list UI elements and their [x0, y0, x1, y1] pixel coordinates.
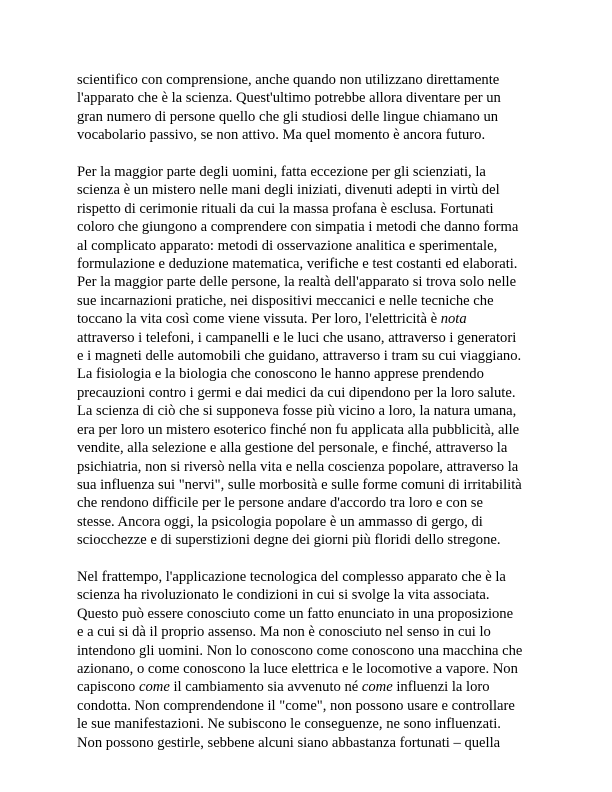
text-line	[77, 71, 537, 89]
text-run: Per la maggior parte delle persone, la realtà dell'apparato si trova solo nelle	[77, 274, 517, 291]
text-line	[77, 678, 537, 696]
text-run: attraverso i telefoni, i campanelli e le luci che usano, attraverso i generatori	[77, 329, 517, 346]
text-line	[77, 163, 537, 181]
text-run: e i magneti delle automobili che guidano, attraverso i tram su cui viaggiano.	[77, 348, 522, 365]
text-line	[77, 439, 537, 457]
text-line	[77, 513, 537, 531]
text-run: sua influenza sui "nervi", sulle morbosità e sulle forme comuni di irritabilità	[77, 476, 522, 493]
text-run: influenzi la loro	[392, 679, 490, 696]
body-paragraph	[77, 568, 537, 752]
text-run: rispetto di cerimonie rituali da cui la massa profana è esclusa. Fortunati	[77, 200, 494, 217]
text-run: intendono gli uomini. Non lo conoscono come conoscono una macchina che	[77, 642, 523, 659]
text-run: Questo può essere conosciuto come un fatto enunciato in una proposizione	[77, 605, 514, 622]
text-line	[77, 347, 537, 365]
text-line	[77, 126, 537, 144]
text-run: toccano la vita così come viene vissuta. Per loro, l'elettricità è	[77, 311, 441, 328]
text-line	[77, 181, 537, 199]
text-run: La scienza di ciò che si supponeva fosse più vicino a loro, la natura umana,	[77, 403, 517, 420]
text-line	[77, 623, 537, 641]
text-run: scientifico con comprensione, anche quando non utilizzano direttamente	[77, 72, 500, 88]
text-line	[77, 255, 537, 273]
text-line	[77, 605, 537, 623]
text-run: sciocchezze e di superstizioni degne dei giorni più floridi dello stregone.	[77, 532, 501, 549]
text-run: azionano, o come conoscono la luce elettrica e le locomotive a vapore. Non	[77, 660, 518, 677]
text-line	[77, 218, 537, 236]
text-line	[77, 494, 537, 512]
text-run: gran numero di persone quello che gli studiosi delle lingue chiamano un	[77, 108, 499, 125]
text-line	[77, 200, 537, 218]
text-run: La fisiologia e la biologia che conoscono le hanno apprese prendendo	[77, 366, 484, 383]
body-paragraph	[77, 163, 537, 550]
text-line	[77, 402, 537, 420]
document-page	[77, 71, 537, 752]
text-run: le sue manifestazioni. Ne subiscono le conseguenze, ne sono influenzati.	[77, 716, 501, 733]
text-run: coloro che giungono a comprendere con simpatia i metodi che danno forma	[77, 219, 519, 236]
text-line	[77, 292, 537, 310]
text-line	[77, 697, 537, 715]
text-run: psichiatria, non si riversò nella vita e nella coscienza popolare, attraverso la	[77, 458, 519, 475]
text-line	[77, 476, 537, 494]
text-run: condotta. Non comprendendone il "come", non possono usare e controllare	[77, 697, 515, 714]
text-line	[77, 310, 537, 328]
italic-text: come	[139, 679, 170, 696]
text-line	[77, 531, 537, 549]
italic-text: nota	[440, 311, 467, 328]
text-line	[77, 734, 537, 752]
text-line	[77, 329, 537, 347]
text-line	[77, 421, 537, 439]
text-line	[77, 384, 537, 402]
italic-text: come	[361, 679, 393, 696]
text-line	[77, 715, 537, 733]
text-run: stesse. Ancora oggi, la psicologia popolare è un ammasso di gergo, di	[77, 513, 483, 530]
body-paragraph	[77, 71, 537, 145]
text-run: al complicato apparato: metodi di osservazione analitica e sperimentale,	[77, 237, 498, 254]
text-run: scienza è un mistero nelle mani degli iniziati, divenuti adepti in virtù del	[77, 182, 500, 199]
text-line	[77, 568, 537, 586]
text-line	[77, 642, 537, 660]
text-run: sue incarnazioni pratiche, nei dispositivi meccanici e nelle tecniche che	[77, 292, 494, 309]
text-run: Per la maggior parte degli uomini, fatta eccezione per gli scienziati, la	[77, 164, 486, 181]
text-run: Nel frattempo, l'applicazione tecnologica del complesso apparato che è la	[77, 568, 506, 585]
text-line	[77, 108, 537, 126]
text-run: vocabolario passivo, se non attivo. Ma quel momento è ancora futuro.	[77, 127, 486, 144]
text-line	[77, 237, 537, 255]
text-run: formulazione e deduzione matematica, verifiche e test costanti ed elaborati.	[77, 256, 518, 273]
text-line	[77, 365, 537, 383]
text-line	[77, 273, 537, 291]
text-run: era per loro un mistero esoterico finché non fu applicata alla pubblicità, alle	[77, 421, 520, 438]
text-run: scienza ha rivoluzionato le condizioni in cui si svolge la vita associata.	[77, 587, 490, 604]
text-run: e a cui si dà il proprio assenso. Ma non è conosciuto nel senso in cui lo	[77, 624, 491, 641]
text-run: l'apparato che è la scienza. Quest'ultimo potrebbe allora diventare per un	[77, 90, 501, 107]
text-run: vendite, alla selezione e alla gestione del personale, e finché, attraverso la	[77, 440, 508, 457]
text-run: che rendono difficile per le persone andare d'accordo tra loro e con se	[77, 495, 483, 512]
text-run: capiscono	[77, 679, 140, 696]
text-line	[77, 586, 537, 604]
text-line	[77, 458, 537, 476]
text-line	[77, 89, 537, 107]
text-run: il cambiamento sia avvenuto né	[169, 679, 362, 696]
text-run: precauzioni contro i germi e dai medici da cui dipendono per la loro salute.	[77, 384, 516, 401]
text-line	[77, 660, 537, 678]
text-run: Non possono gestirle, sebbene alcuni siano abbastanza fortunati – quella	[77, 734, 501, 751]
